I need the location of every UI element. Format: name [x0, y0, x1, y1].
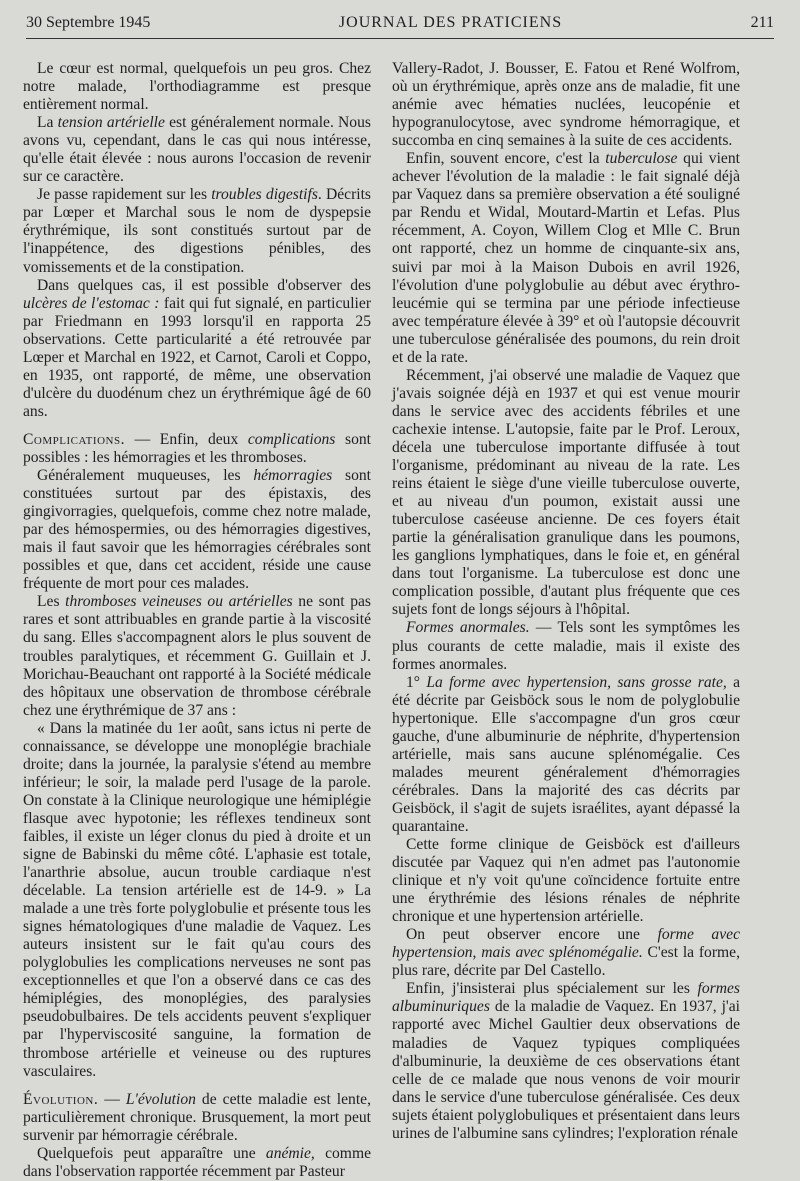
section-heading-evolution: Évolution.	[23, 1090, 99, 1108]
paragraph-formes-anormales: Formes anormales. — Tels sont les symptômes les plus courants de cette maladie, mais il existe des formes anormales.	[392, 619, 741, 673]
paragraph-tuberculose: Enfin, souvent encore, c'est la tuberculose qui vient achever l'évolution de la maladie : le fait signalé déjà par Vaquez dans sa première observation a été souligné par Rendu et Widal, Moutard-Martin et Lefas. Plus récemment, A. Coyon, Willem Clog et Mlle C. Brun ont rapporté, chez un homme de cinquante-six ans, suivi par moi à la Maison Dubois en avril 1926, l'évolution d'une polyglobulie au début avec érythro-leucémie qui se termina par une période infectieuse avec température élevée à 39° et où l'autopsie découvrit une tuberculose généralisée des poumons, du rein droit et de la rate.	[392, 150, 740, 366]
paragraph-complications: Complications. — Enfin, deux complications sont possibles : les hémorragies et les thromboses.	[23, 430, 371, 466]
section-heading-complications: Complications.	[23, 430, 125, 448]
header-page-number: 211	[750, 14, 774, 31]
paragraph-geisbock: Cette forme clinique de Geisböck est d'ailleurs discutée par Vaquez qui n'en admet pas l'autonomie clinique et n'y voit qu'une coïncidence fortuite entre une érythrémie des lésions rénales de néphrite chronique et une hypertension artérielle.	[392, 836, 740, 926]
paragraph-continuation: Vallery-Radot, J. Bousser, E. Fatou et René Wolfrom, où un érythrémique, après onze ans de maladie, fit une anémie avec hématies nuclées, leucopénie et hypogranulocytose, avec syndrome hémorragique, et succomba en cinq semaines à la suite de ces accidents.	[392, 60, 740, 150]
paragraph-formes-albuminuriques: Enfin, j'insisterai plus spécialement sur les formes albuminuriques de la maladie de Vaquez. En 1937, j'ai rapporté avec Michel Gaultier deux observations de maladies de Vaquez typiques compliquées d'albuminurie, la deuxième de ces observations étant celle de ce malade que nous venons de voir mourir dans le service d'une tuberculose généralisée. Ces deux sujets étaient polyglobuliques et présentaient dans leurs urines de l'albumine sans cylindres; l'exploration rénale	[392, 980, 740, 1142]
paragraph-autopsie: Récemment, j'ai observé une maladie de Vaquez que j'avais soignée déjà en 1937 et qui est venue mourir dans le service avec des accidents fébriles et une cachexie intense. L'autopsie, faite par le Prof. Leroux, décela une tuberculose importante diffusée à tout l'organisme, prédominant au niveau de la rate. Les reins étaient le siège d'une vieille tuberculose ouverte, et au niveau d'un poumon, existait aussi une tuberculose caséeuse ancienne. De ces foyers était partie la généralisation granulique dans les poumons, les ganglions lymphatiques, dans le foie et, en général dans tout l'organisme. La tuberculose est donc une complication possible, d'autant plus fréquente que ces sujets font de longs séjours à l'hôpital.	[392, 366, 740, 619]
paragraph-thromboses: Les thromboses veineuses ou artérielles ne sont pas rares et sont attribuables en grande partie à la viscosité du sang. Elles s'accompagnent alors le plus souvent de troubles paralytiques, et récemment G. Guillain et J. Morichau-Beauchant ont rapporté à la Société médicale des hôpitaux une observation de thrombose cérébrale chez une érythrémique de 37 ans :	[23, 593, 372, 719]
right-column	[392, 60, 740, 1143]
header-date: 30 Septembre 1945	[26, 14, 151, 31]
paragraph-observation-quote: « Dans la matinée du 1er août, sans ictus ni perte de connaissance, se développe une monoplégie brachiale droite; dans la journée, la paralysie s'étend au membre inférieur; le soir, la malade perd l'usage de la parole. On constate à la Clinique neurologique une hémiplégie flasque avec hypotonie; les réflexes tendineux sont faibles, il existe un léger clonus du pied à droite et un signe de Babinski du même côté. L'aphasie est totale, l'anarthrie absolue, aucun trouble cardiaque n'est décelable. La tension artérielle est de 14-9. » La malade a une très forte polyglobulie et présente tous les signes hématologiques d'une maladie de Vaquez. Les auteurs insistent sur le fait qu'au cours des polyglobulies les complications nerveuses ne sont pas exceptionnelles et que l'on a observé dans ce cas des hémiplégies, des monoplégies, des paralysies pseudobulbaires. De tels accidents peuvent s'expliquer par l'hyperviscosité sanguine, la formation de thrombose artérielle et veineuse ou des ruptures vasculaires.	[23, 719, 371, 1080]
paragraph-forme-hypertension: 1° La forme avec hypertension, sans grosse rate, a été décrite par Geisböck sous le nom de polyglobulie hypertonique. Elle s'accompagne d'un gros cœur gauche, d'une albuminurie de néphrite, d'hypertension artérielle, mais sans aucune splénomégalie. Ces malades meurent généralement d'hémorragies cérébrales. Dans la majorité des cas décrits par Geisböck, il s'agit de sujets israélites, ayant dépassé la quarantaine.	[392, 673, 741, 835]
paragraph-anemie: Quelquefois peut apparaître une anémie, comme dans l'observation rapportée récemment par Pasteur	[23, 1144, 371, 1180]
paragraph-splenomegalie: On peut observer encore une forme avec hypertension, mais avec splénomégalie. C'est la forme, plus rare, décrite par Del Castello.	[392, 926, 740, 980]
paragraph-hemorragies: Généralement muqueuses, les hémorragies sont constituées surtout par des épistaxis, des gingivorragies, quelquefois, comme chez notre malade, par des hémospermies, ou des hémorragies digestives, mais il faut savoir que les hémorragies cérébrales sont possibles et que, dans cet accident, réside une cause fréquente de mort pour ces malades.	[23, 467, 371, 593]
paragraph-ulceres: Dans quelques cas, il est possible d'observer des ulcères de l'estomac : fait qui fut signalé, en particulier par Friedmann en 1993 lorsqu'il en rapporta 25 observations. Cette particularité a été retrouvée par Lœper et Marchal en 1922, et Carnot, Caroli et Coppo, en 1935, ont rapporté, de même, une observation d'ulcère du duodénum chez un érythrémique âgé de 60 ans.	[23, 276, 372, 420]
paragraph-coeur: Le cœur est normal, quelquefois un peu gros. Chez notre malade, l'orthodiagramme est presque entièrement normal.	[23, 60, 371, 114]
paragraph-troubles-digestifs: Je passe rapidement sur les troubles digestifs. Décrits par Lœper et Marchal sous le nom de dyspepsie érythrémique, ils sont constitués surtout par de l'inappétence, des digestions pénibles, des vomissements et de la constipation.	[23, 186, 371, 276]
running-header	[26, 14, 774, 36]
left-column	[23, 60, 371, 1181]
paragraph-evolution: Évolution. — L'évolution de cette maladie est lente, particulièrement chronique. Brusquement, la mort peut survenir par hémorragie cérébrale.	[23, 1090, 371, 1144]
header-rule	[26, 38, 774, 39]
paragraph-tension: La tension artérielle est généralement normale. Nous avons vu, cependant, dans le cas qui nous intéresse, qu'elle était élevée : nous aurons l'occasion de revenir sur ce caractère.	[23, 114, 371, 186]
header-journal-title: JOURNAL DES PRATICIENS	[338, 14, 563, 31]
section-heading-formes-anormales: Formes anormales.	[406, 619, 530, 637]
